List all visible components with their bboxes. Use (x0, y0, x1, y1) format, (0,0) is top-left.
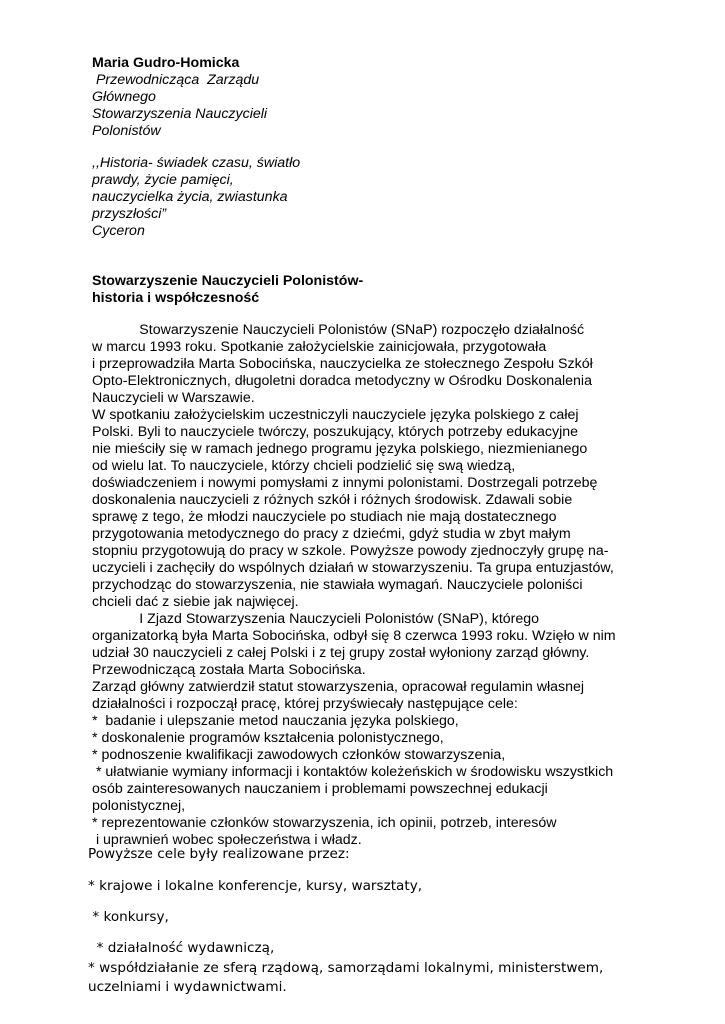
body-text-line: nie mieściły się w ramach jednego programu języka polskiego, niezmienianego (92, 441, 588, 457)
list-item: * konkursy, (88, 909, 169, 925)
body-text-line: doświadczeniem i nowymi pomysłami z innymi polonistami. Dostrzegali potrzebę (92, 475, 598, 491)
quote-line: ,,Historia- świadek czasu, światło (92, 155, 301, 171)
body-text-line: sprawę z tego, że młodzi nauczyciele po studiach nie mają dostatecznego (92, 509, 557, 525)
author-role-line: Głównego (92, 89, 156, 105)
epigraph-quote (92, 155, 692, 240)
author-role-line: Stowarzyszenia Nauczycieli (92, 106, 268, 122)
body-text-line: doskonalenia nauczycieli z różnych szkół i różnych środowisk. Zdawali sobie (92, 492, 573, 508)
body-text-line: * doskonalenie programów kształcenia polonistycznego, (92, 730, 444, 746)
body-text-line: uczycieli i zachęciły do wspólnych działań w stowarzyszeniu. Ta grupa entuzjastów, (92, 560, 614, 576)
list-item-continuation: uczelniami i wydawnictwami. (88, 979, 287, 995)
body-text-line: Nauczycieli w Warszawie. (92, 390, 255, 406)
body-text-line: przygotowania metodycznego do pracy z dziećmi, gdyż studia w zbyt małym (92, 526, 571, 542)
body-text-line: stopniu przygotowują do pracy w szkole. Powyższe powody zjednoczyły grupę na- (92, 543, 609, 559)
body-text-line: Polski. Byli to nauczyciele twórczy, poszukujący, których potrzeby edukacyjne (92, 424, 578, 440)
body-text-line: Zarząd główny zatwierdził statut stowarzyszenia, opracował regulamin własnej (92, 679, 585, 695)
author-block (92, 55, 692, 140)
article-title (92, 273, 692, 307)
body-text-line: polonistycznej, (92, 798, 186, 814)
quote-attribution: Cyceron (92, 223, 145, 239)
author-name: Maria Gudro-Homicka (92, 55, 240, 71)
body-text-line: i przeprowadziła Marta Sobocińska, nauczycielka ze stołecznego Zespołu Szkół (92, 356, 593, 372)
list-item: * krajowe i lokalne konferencje, kursy, warsztaty, (88, 878, 423, 894)
quote-line: przyszłości” (92, 206, 167, 222)
body-text-line: Przewodniczącą została Marta Sobocińska. (92, 662, 366, 678)
author-role-line: Przewodnicząca Zarządu (92, 72, 260, 88)
body-text-line: * reprezentowanie członków stowarzyszenia, ich opinii, potrzeb, interesów (92, 815, 557, 831)
body-text-line: osób zainteresowanych nauczaniem i problemami powszechnej edukacji (92, 781, 548, 797)
body-text-line: organizatorką była Marta Sobocińska, odbył się 8 czerwca 1993 roku. Wzięło w nim (92, 628, 616, 644)
quote-line: nauczycielka życia, zwiastunka (92, 189, 288, 205)
body-text-line: i uprawnień wobec społeczeństwa i władz. (92, 832, 362, 848)
author-role-line: Polonistów (92, 123, 161, 139)
body-text-line: I Zjazd Stowarzyszenia Nauczycieli Polonistów (SNaP), którego (92, 611, 540, 627)
body-text-line: od wielu lat. To nauczyciele, którzy chcieli podzielić się swą wiedzą, (92, 458, 516, 474)
title-line: Stowarzyszenie Nauczycieli Polonistów- (92, 273, 364, 289)
body-text-line: * badanie i ulepszanie metod nauczania języka polskiego, (92, 713, 459, 729)
quote-line: prawdy, życie pamięci, (92, 172, 234, 188)
article-body (92, 322, 692, 849)
list-item: * działalność wydawniczą, (88, 940, 275, 956)
body-text-line: W spotkaniu założycielskim uczestniczyli nauczyciele języka polskiego z całej (92, 407, 579, 423)
body-text-line: chcieli dać z siebie jak najwięcej. (92, 594, 299, 610)
title-line: historia i współczesność (92, 290, 260, 306)
body-text-line: przychodząc do stowarzyszenia, nie stawiała wymagań. Nauczyciele poloniści (92, 577, 583, 593)
body-text-line: działalności i rozpoczął pracę, której przyświecały następujące cele: (92, 696, 518, 712)
body-text-line: w marcu 1993 roku. Spotkanie założycielskie zainicjowała, przygotowała (92, 339, 547, 355)
list-item: * współdziałanie ze sferą rządową, samorządami lokalnymi, ministerstwem, (88, 960, 604, 976)
body-text-line: Stowarzyszenie Nauczycieli Polonistów (SNaP) rozpoczęło działalność (92, 322, 585, 338)
list-intro: Powyższe cele były realizowane przez: (88, 846, 350, 862)
body-text-line: * podnoszenie kwalifikacji zawodowych członków stowarzyszenia, (92, 747, 506, 763)
body-text-line: udział 30 nauczycieli z całej Polski i z tej grupy został wyłoniony zarząd główny. (92, 645, 590, 661)
body-text-line: * ułatwianie wymiany informacji i kontaktów koleżeńskich w środowisku wszystkich (92, 764, 614, 780)
body-text-line: Opto-Elektronicznych, długoletni doradca metodyczny w Ośrodku Doskonalenia (92, 373, 592, 389)
